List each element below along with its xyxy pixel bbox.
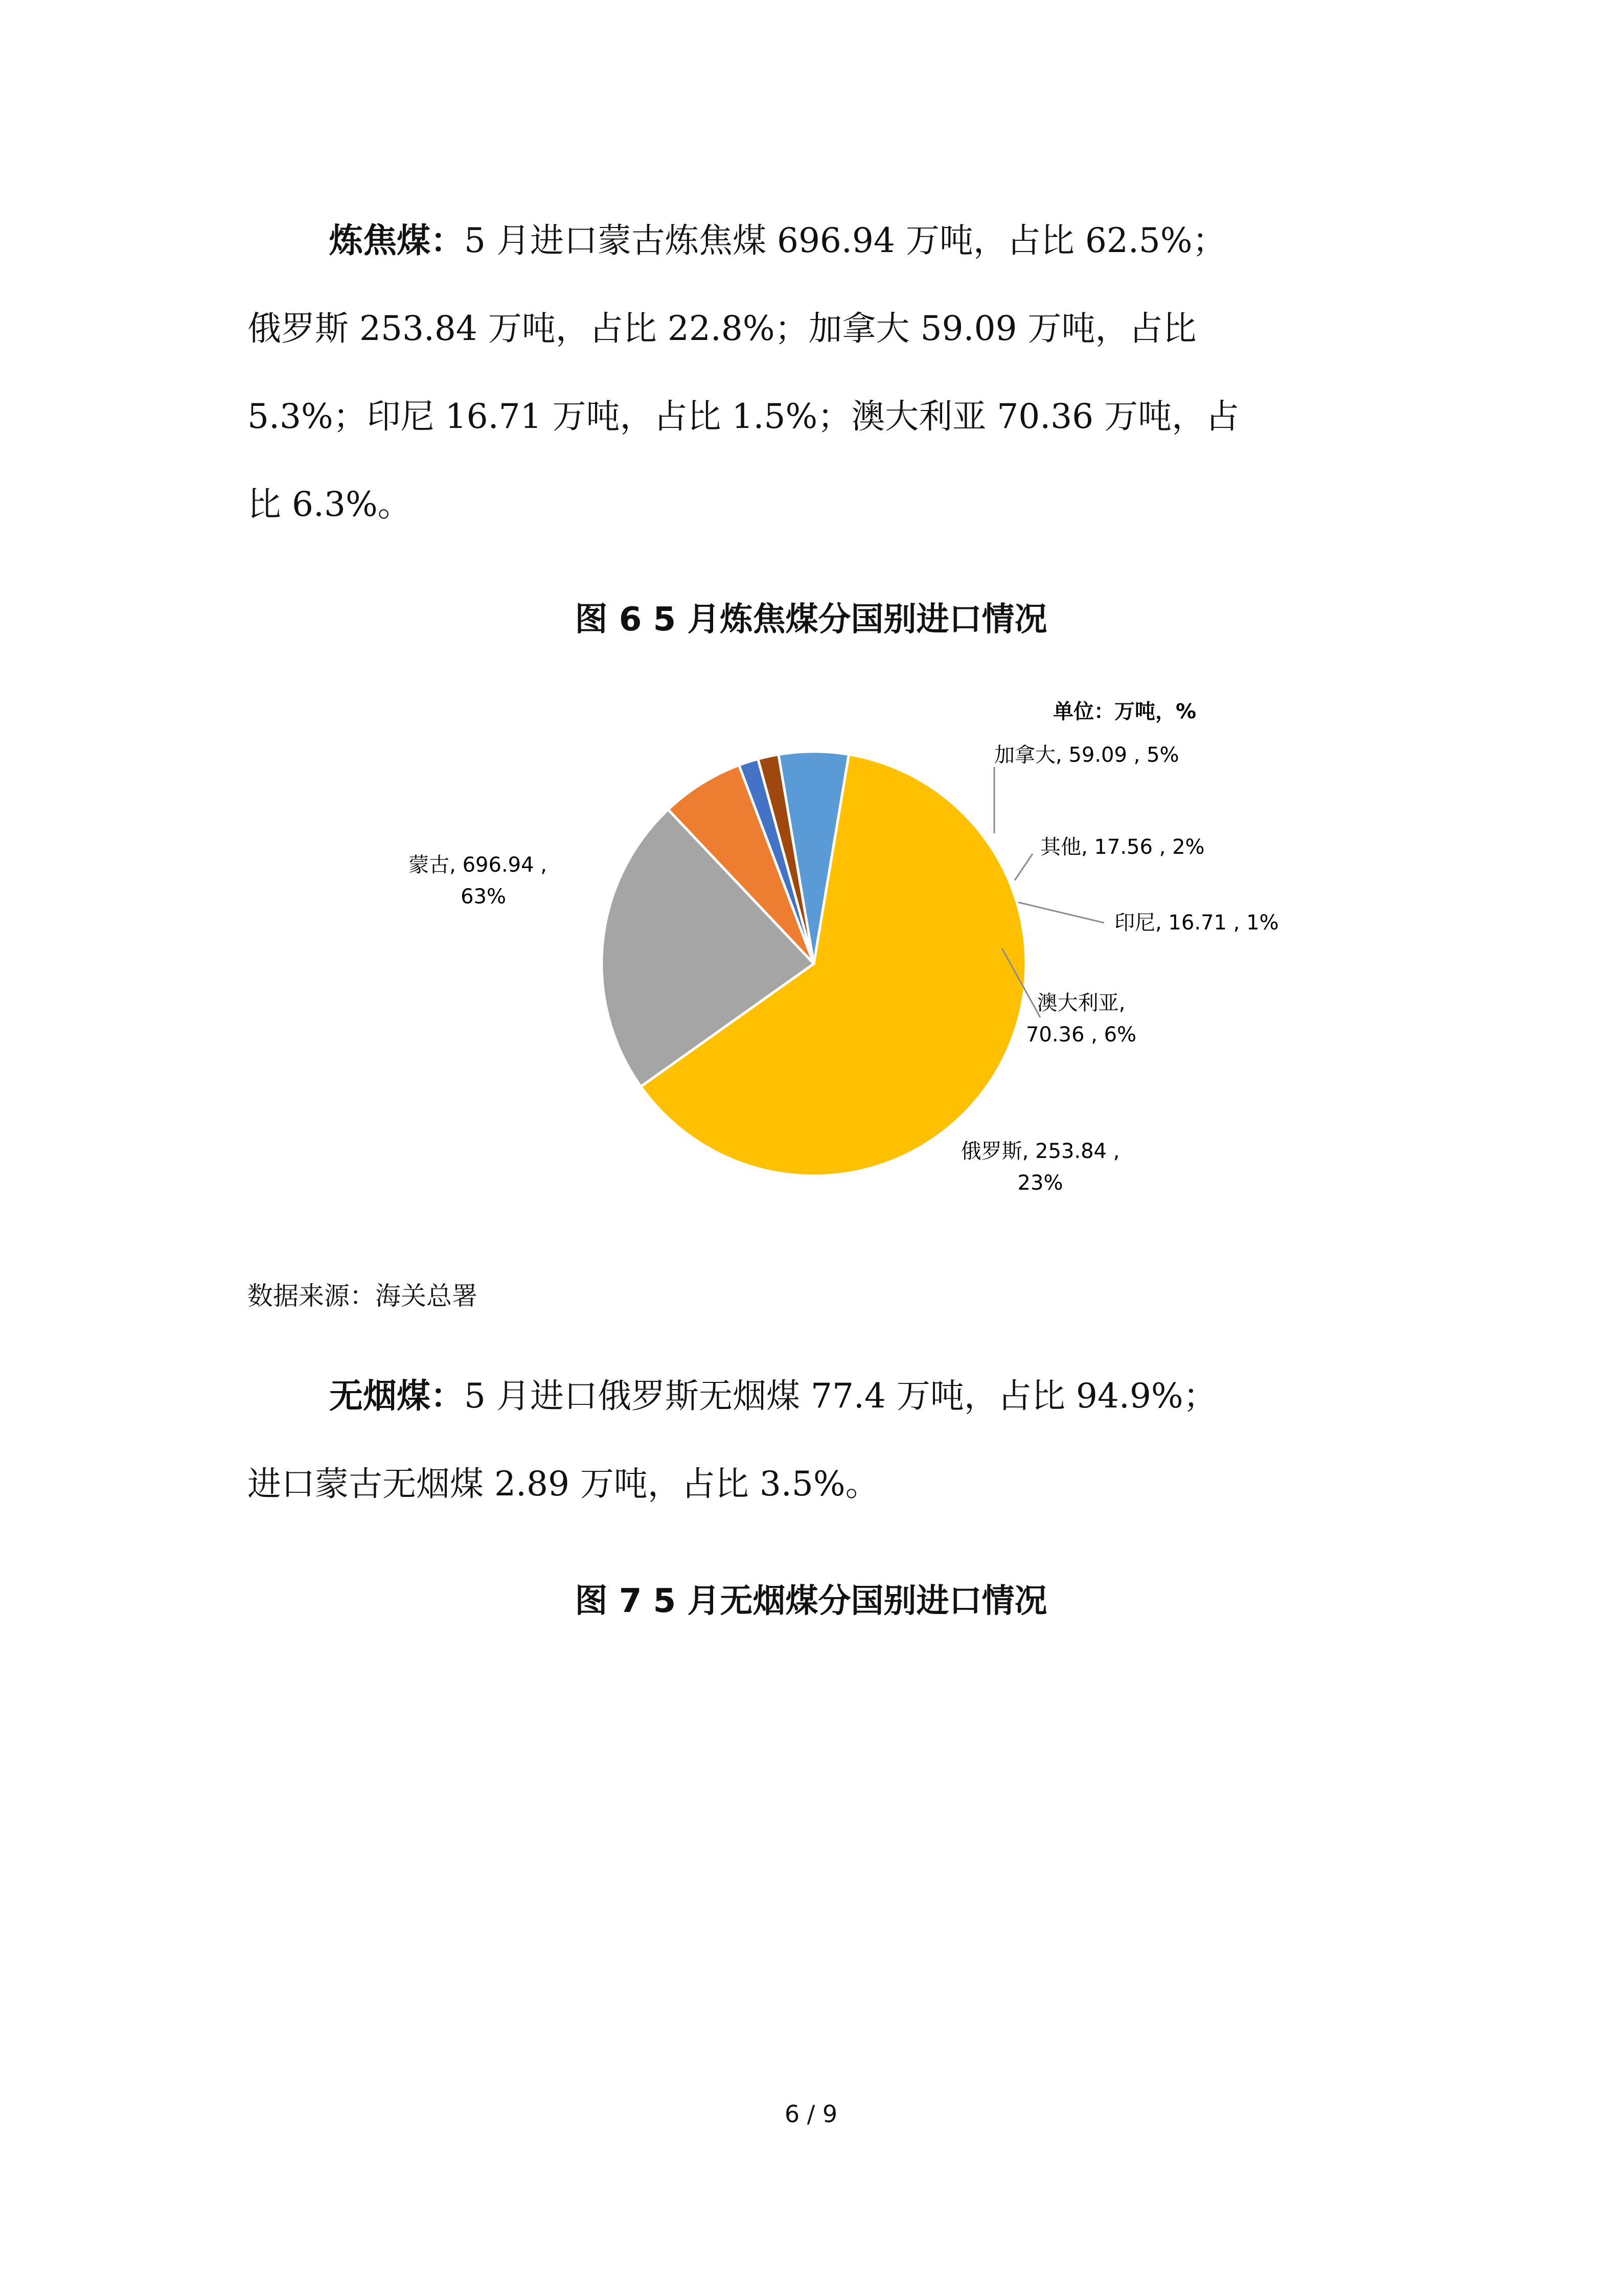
leader-line-indonesia xyxy=(1018,902,1104,923)
page-number: 6 / 9 xyxy=(784,2100,838,2128)
anthracite-paragraph xyxy=(247,1352,1387,1528)
data-label-canada: 加拿大, 59.09 , 5% xyxy=(994,743,1179,767)
data-source: 数据来源：海关总署 xyxy=(247,1281,477,1311)
paragraph-line-2: 俄罗斯 253.84 万吨，占比 22.8%；加拿大 59.09 万吨，占比 xyxy=(247,309,1197,348)
data-label-russia: 俄罗斯, 253.84 , 23% xyxy=(961,1140,1120,1195)
paragraph-lead: 炼焦煤： xyxy=(329,221,464,260)
paragraph-line-1: 炼焦煤：5 月进口蒙古炼焦煤 696.94 万吨，占比 62.5%； xyxy=(329,221,1226,260)
figure-7-title: 图 7 5 月无烟煤分国别进口情况 xyxy=(575,1582,1047,1620)
pie-slices xyxy=(602,752,1026,1176)
leader-line-other xyxy=(1015,854,1033,880)
chart-unit-label: 单位：万吨，% xyxy=(1053,700,1197,723)
paragraph-line-1: 无烟煤：5 月进口俄罗斯无烟煤 77.4 万吨，占比 94.9%； xyxy=(329,1376,1217,1416)
data-label-mongolia: 蒙古, 696.94 , 63% xyxy=(408,853,547,908)
figure-6-title: 图 6 5 月炼焦煤分国别进口情况 xyxy=(575,601,1047,639)
coking-coal-pie-chart xyxy=(399,685,1319,1237)
coking-coal-paragraph xyxy=(247,197,1387,549)
data-label-indonesia: 印尼, 16.71 , 1% xyxy=(1114,911,1279,935)
paragraph-line-2: 进口蒙古无烟煤 2.89 万吨，占比 3.5%。 xyxy=(247,1464,879,1504)
paragraph-line-3: 5.3%；印尼 16.71 万吨，占比 1.5%；澳大利亚 70.36 万吨，占 xyxy=(247,397,1240,436)
paragraph-lead: 无烟煤： xyxy=(329,1376,464,1416)
paragraph-line-4: 比 6.3%。 xyxy=(247,485,412,524)
data-label-australia: 澳大利亚, 70.36 , 6% xyxy=(1025,991,1137,1047)
data-label-other: 其他, 17.56 , 2% xyxy=(1040,835,1205,859)
